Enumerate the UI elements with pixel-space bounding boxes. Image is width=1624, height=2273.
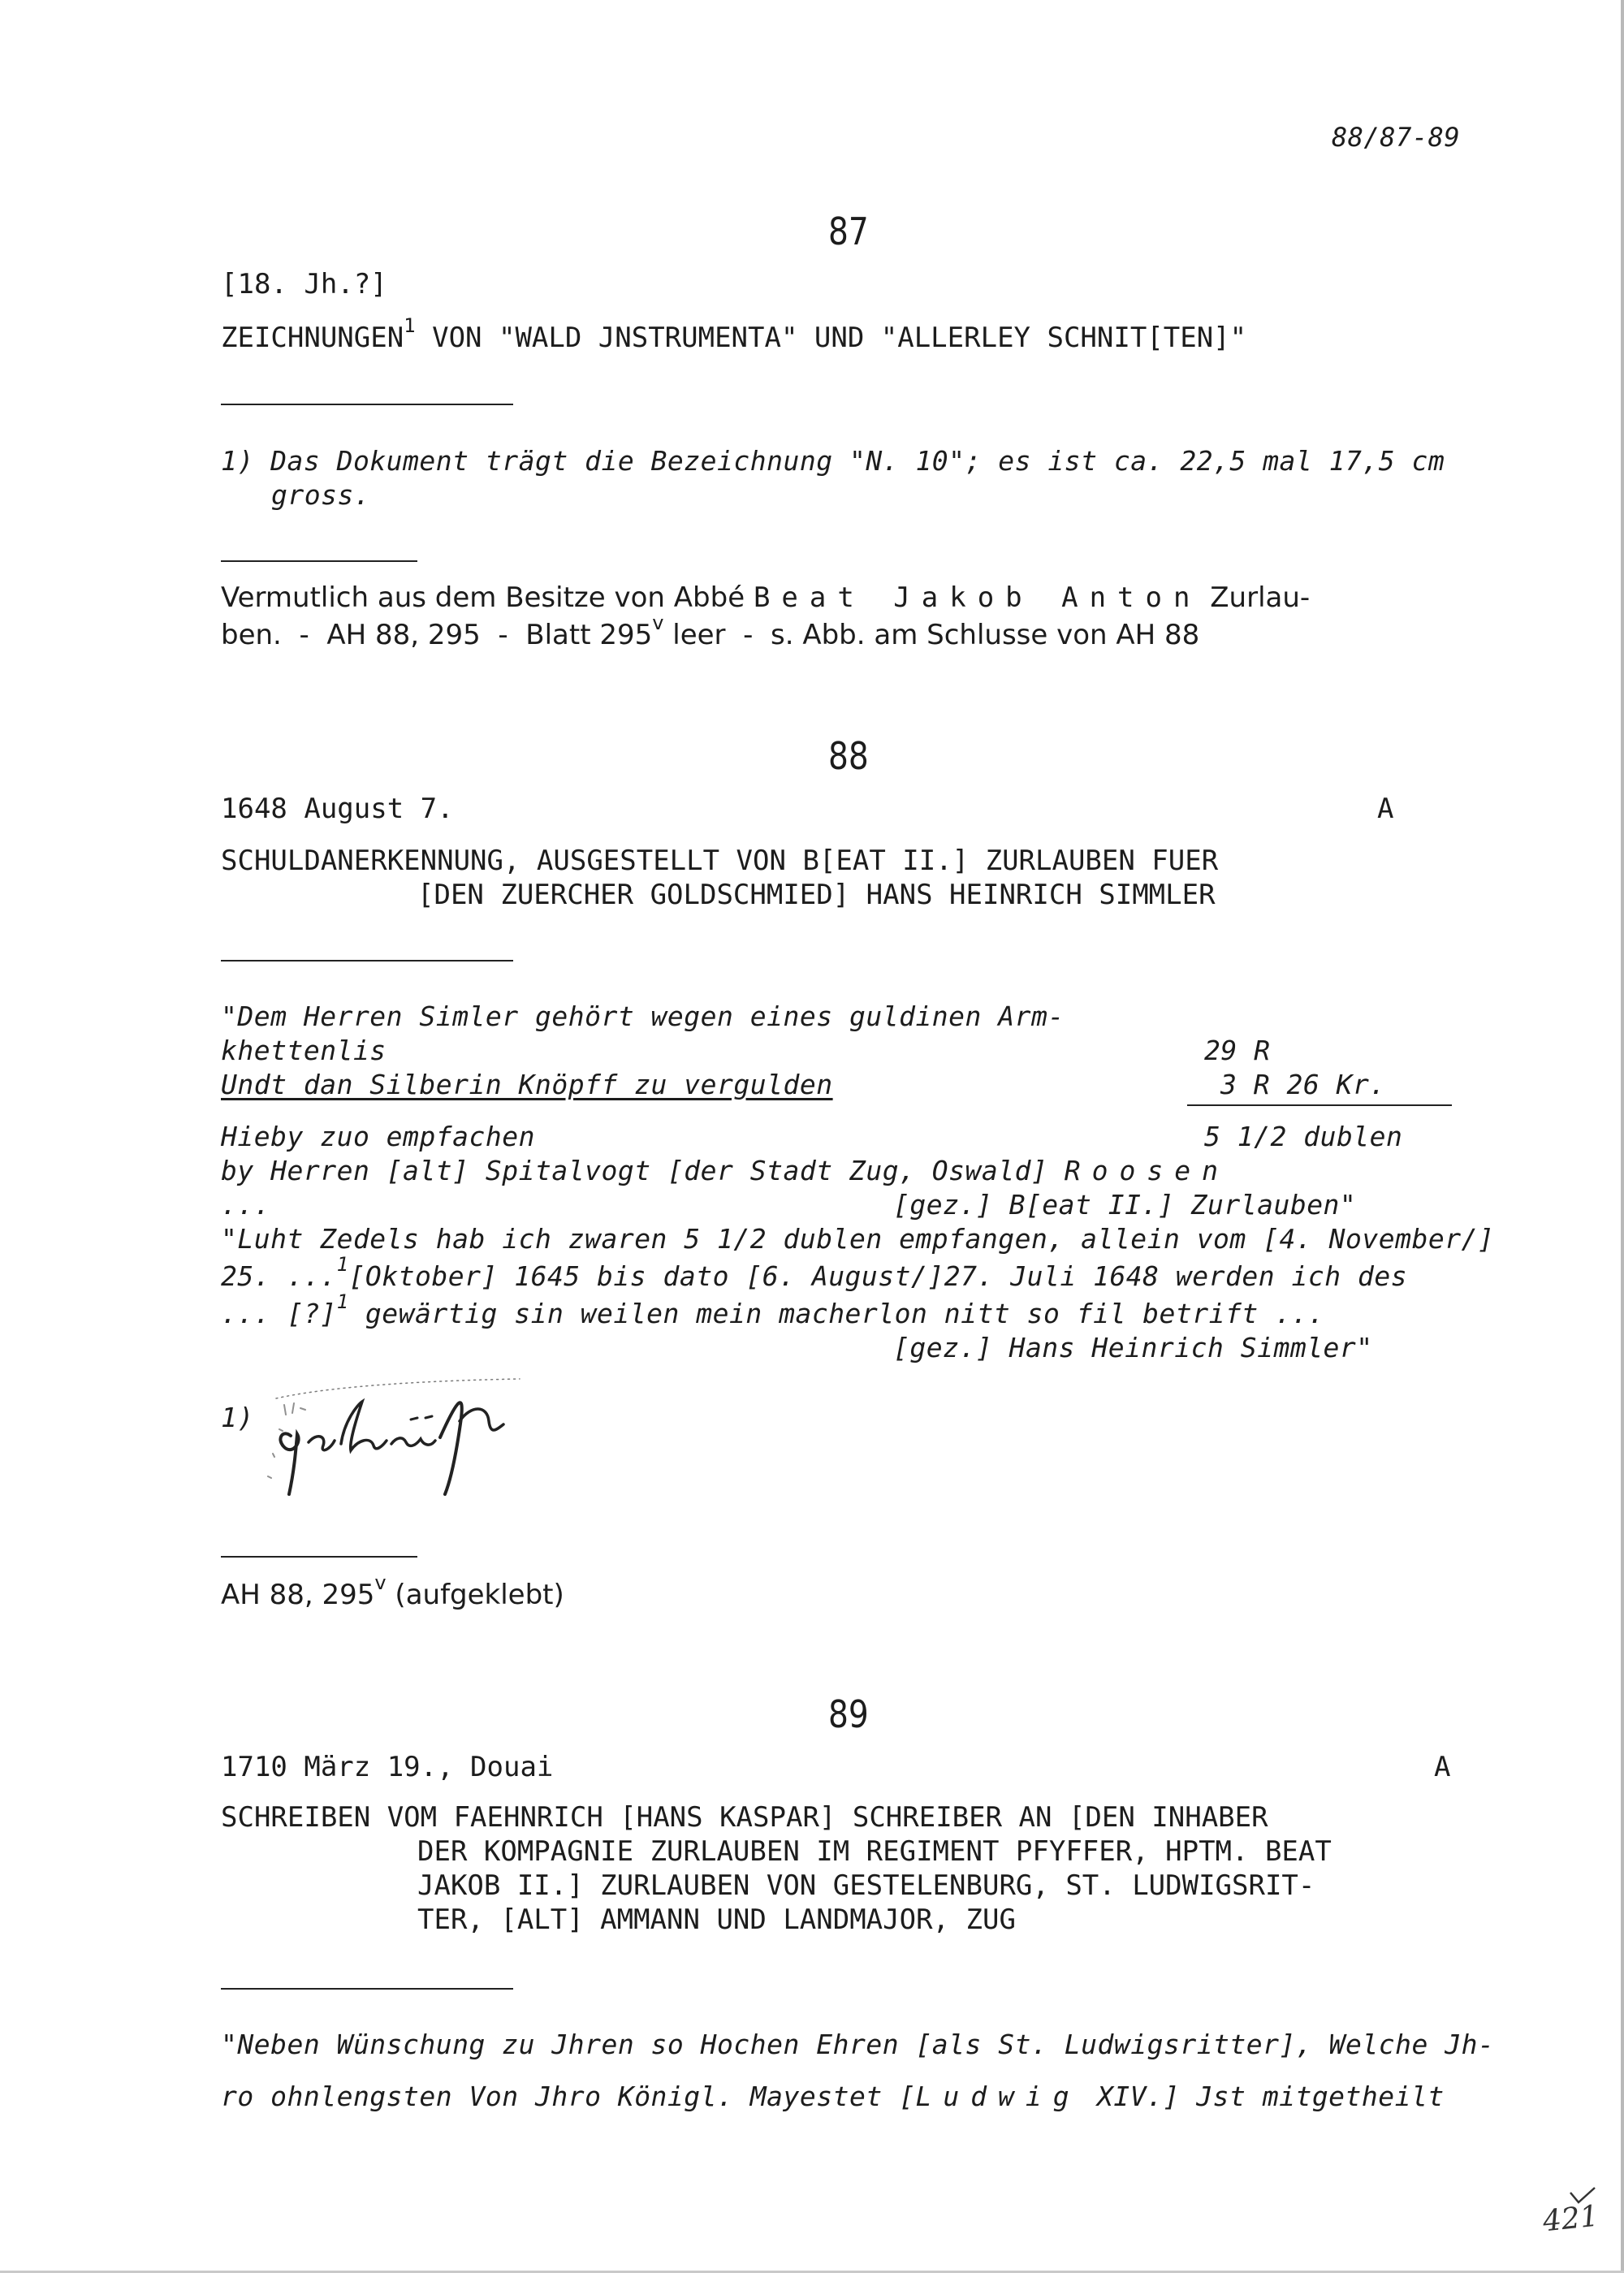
superscript: v: [652, 611, 664, 634]
quote-line: Hieby zuo empfachen: [221, 1121, 535, 1152]
entry-89-type: A: [1434, 1751, 1451, 1783]
sum-rule: [1187, 1104, 1452, 1106]
entry-87-source-line-1: [221, 581, 1310, 614]
folio-handwritten-mark: 421: [1541, 2199, 1600, 2239]
entry-87-source-line-2: [221, 611, 1200, 651]
quote-text: [Oktober] 1645 bis dato [6. August/]27. Juli 1648 werden ich des: [348, 1260, 1408, 1292]
source-text: Vermutlich aus dem Besitze von Abbé: [221, 581, 754, 614]
superscript: 1: [336, 1290, 349, 1313]
quote-line: "Neben Wünschung zu Jhren so Hochen Ehren [als St. Ludwigsritter], Welche Jh-: [221, 2029, 1495, 2060]
source-text: AH 88, 295: [221, 1579, 375, 1611]
quote-amount: 3 R 26 Kr.: [1220, 1069, 1386, 1100]
superscript: v: [374, 1571, 387, 1594]
entry-87-title-a: ZEICHNUNGEN: [221, 322, 404, 354]
entry-88-number: 88: [828, 734, 869, 778]
source-text: ben. - AH 88, 295 - Blatt 295: [221, 619, 653, 651]
entry-88-type: A: [1377, 793, 1394, 825]
entry-87-footnote-line-1: 1) Das Dokument trägt die Bezeichnung "N. 10"; es ist ca. 22,5 mal 17,5 cm: [221, 445, 1445, 477]
quote-line: [221, 1290, 1325, 1329]
source-text: (aufgeklebt): [386, 1579, 564, 1611]
footnote-label: 1): [221, 1402, 254, 1433]
quote-text: by Herren [alt] Spitalvogt [der Stadt Zug, Oswald]: [221, 1155, 1065, 1186]
quote-text: XIV.] Jst mitgetheilt: [1080, 2081, 1445, 2112]
scan-edge-right: [1621, 0, 1624, 2273]
divider: [221, 404, 513, 405]
entry-89-title-line-4: TER, [ALT] AMMANN UND LANDMAJOR, ZUG: [417, 1904, 1016, 1936]
quote-text: 25. ...: [221, 1260, 337, 1292]
quote-line: [221, 1155, 1229, 1186]
entry-88-date: 1648 August 7.: [221, 793, 454, 825]
quote-text: ... [?]: [221, 1298, 337, 1329]
entry-87-date: [18. Jh.?]: [221, 268, 387, 300]
quote-signature-line: [gez.] Hans Heinrich Simmler": [893, 1332, 1373, 1363]
quote-amount: 29 R: [1204, 1035, 1271, 1066]
quote-line: [221, 1253, 1408, 1292]
entry-87-title: [221, 314, 1247, 354]
quote-line: Undt dan Silberin Knöpff zu vergulden: [221, 1069, 833, 1100]
source-text: leer - s. Abb. am Schlusse von AH 88: [663, 619, 1200, 651]
footnote-marker: 1: [404, 314, 416, 337]
divider: [221, 1988, 513, 1990]
entry-89-title-line-1: SCHREIBEN VOM FAEHNRICH [HANS KASPAR] SCHREIBER AN [DEN INHABER: [221, 1801, 1268, 1834]
quote-line: [221, 2081, 1445, 2112]
quote-name-spaced: Ludwig: [915, 2081, 1081, 2112]
entry-87-number: 87: [828, 210, 869, 253]
quote-amount: 5 1/2 dublen: [1204, 1121, 1403, 1152]
divider: [221, 960, 513, 961]
quote-name-spaced: Roosen: [1064, 1155, 1229, 1186]
check-mark-icon: [1567, 2184, 1600, 2209]
entry-87-footnote-line-2: gross.: [271, 479, 371, 511]
page-reference: 88/87-89: [1332, 122, 1461, 153]
handwritten-word-image: [252, 1372, 528, 1502]
quote-text: ro ohnlengsten Von Jhro Königl. Mayestet [: [221, 2081, 916, 2112]
source-name-spaced: Beat Jakob Anton: [753, 581, 1202, 614]
entry-89-title-line-3: JAKOB II.] ZURLAUBEN VON GESTELENBURG, ST. LUDWIGSRIT-: [417, 1869, 1315, 1902]
quote-text: gewärtig sin weilen mein macherlon nitt so fil betrift ...: [348, 1298, 1325, 1329]
entry-88-title-line-2: [DEN ZUERCHER GOLDSCHMIED] HANS HEINRICH SIMMLER: [417, 879, 1216, 911]
entry-87-title-b: VON "WALD JNSTRUMENTA" UND "ALLERLEY SCHNIT[TEN]": [415, 322, 1247, 354]
entry-88-source: [221, 1571, 564, 1611]
entry-89-date: 1710 März 19., Douai: [221, 1751, 554, 1783]
entry-89-number: 89: [828, 1692, 869, 1736]
entry-88-title-line-1: SCHULDANERKENNUNG, AUSGESTELLT VON B[EAT II.] ZURLAUBEN FUER: [221, 845, 1219, 877]
superscript: 1: [336, 1253, 349, 1276]
quote-line: "Luht Zedels hab ich zwaren 5 1/2 dublen empfangen, allein vom [4. November/]: [221, 1223, 1495, 1255]
quote-line: "Dem Herren Simler gehört wegen eines guldinen Arm-: [221, 1000, 1065, 1032]
divider: [221, 560, 417, 562]
quote-line: khettenlis: [221, 1035, 387, 1066]
quote-signature-line: [gez.] B[eat II.] Zurlauben": [893, 1189, 1357, 1221]
source-text: Zurlau-: [1201, 581, 1311, 614]
entry-89-title-line-2: DER KOMPAGNIE ZURLAUBEN IM REGIMENT PFYFFER, HPTM. BEAT: [417, 1835, 1332, 1868]
quote-line: ...: [221, 1189, 271, 1221]
divider: [221, 1556, 417, 1558]
